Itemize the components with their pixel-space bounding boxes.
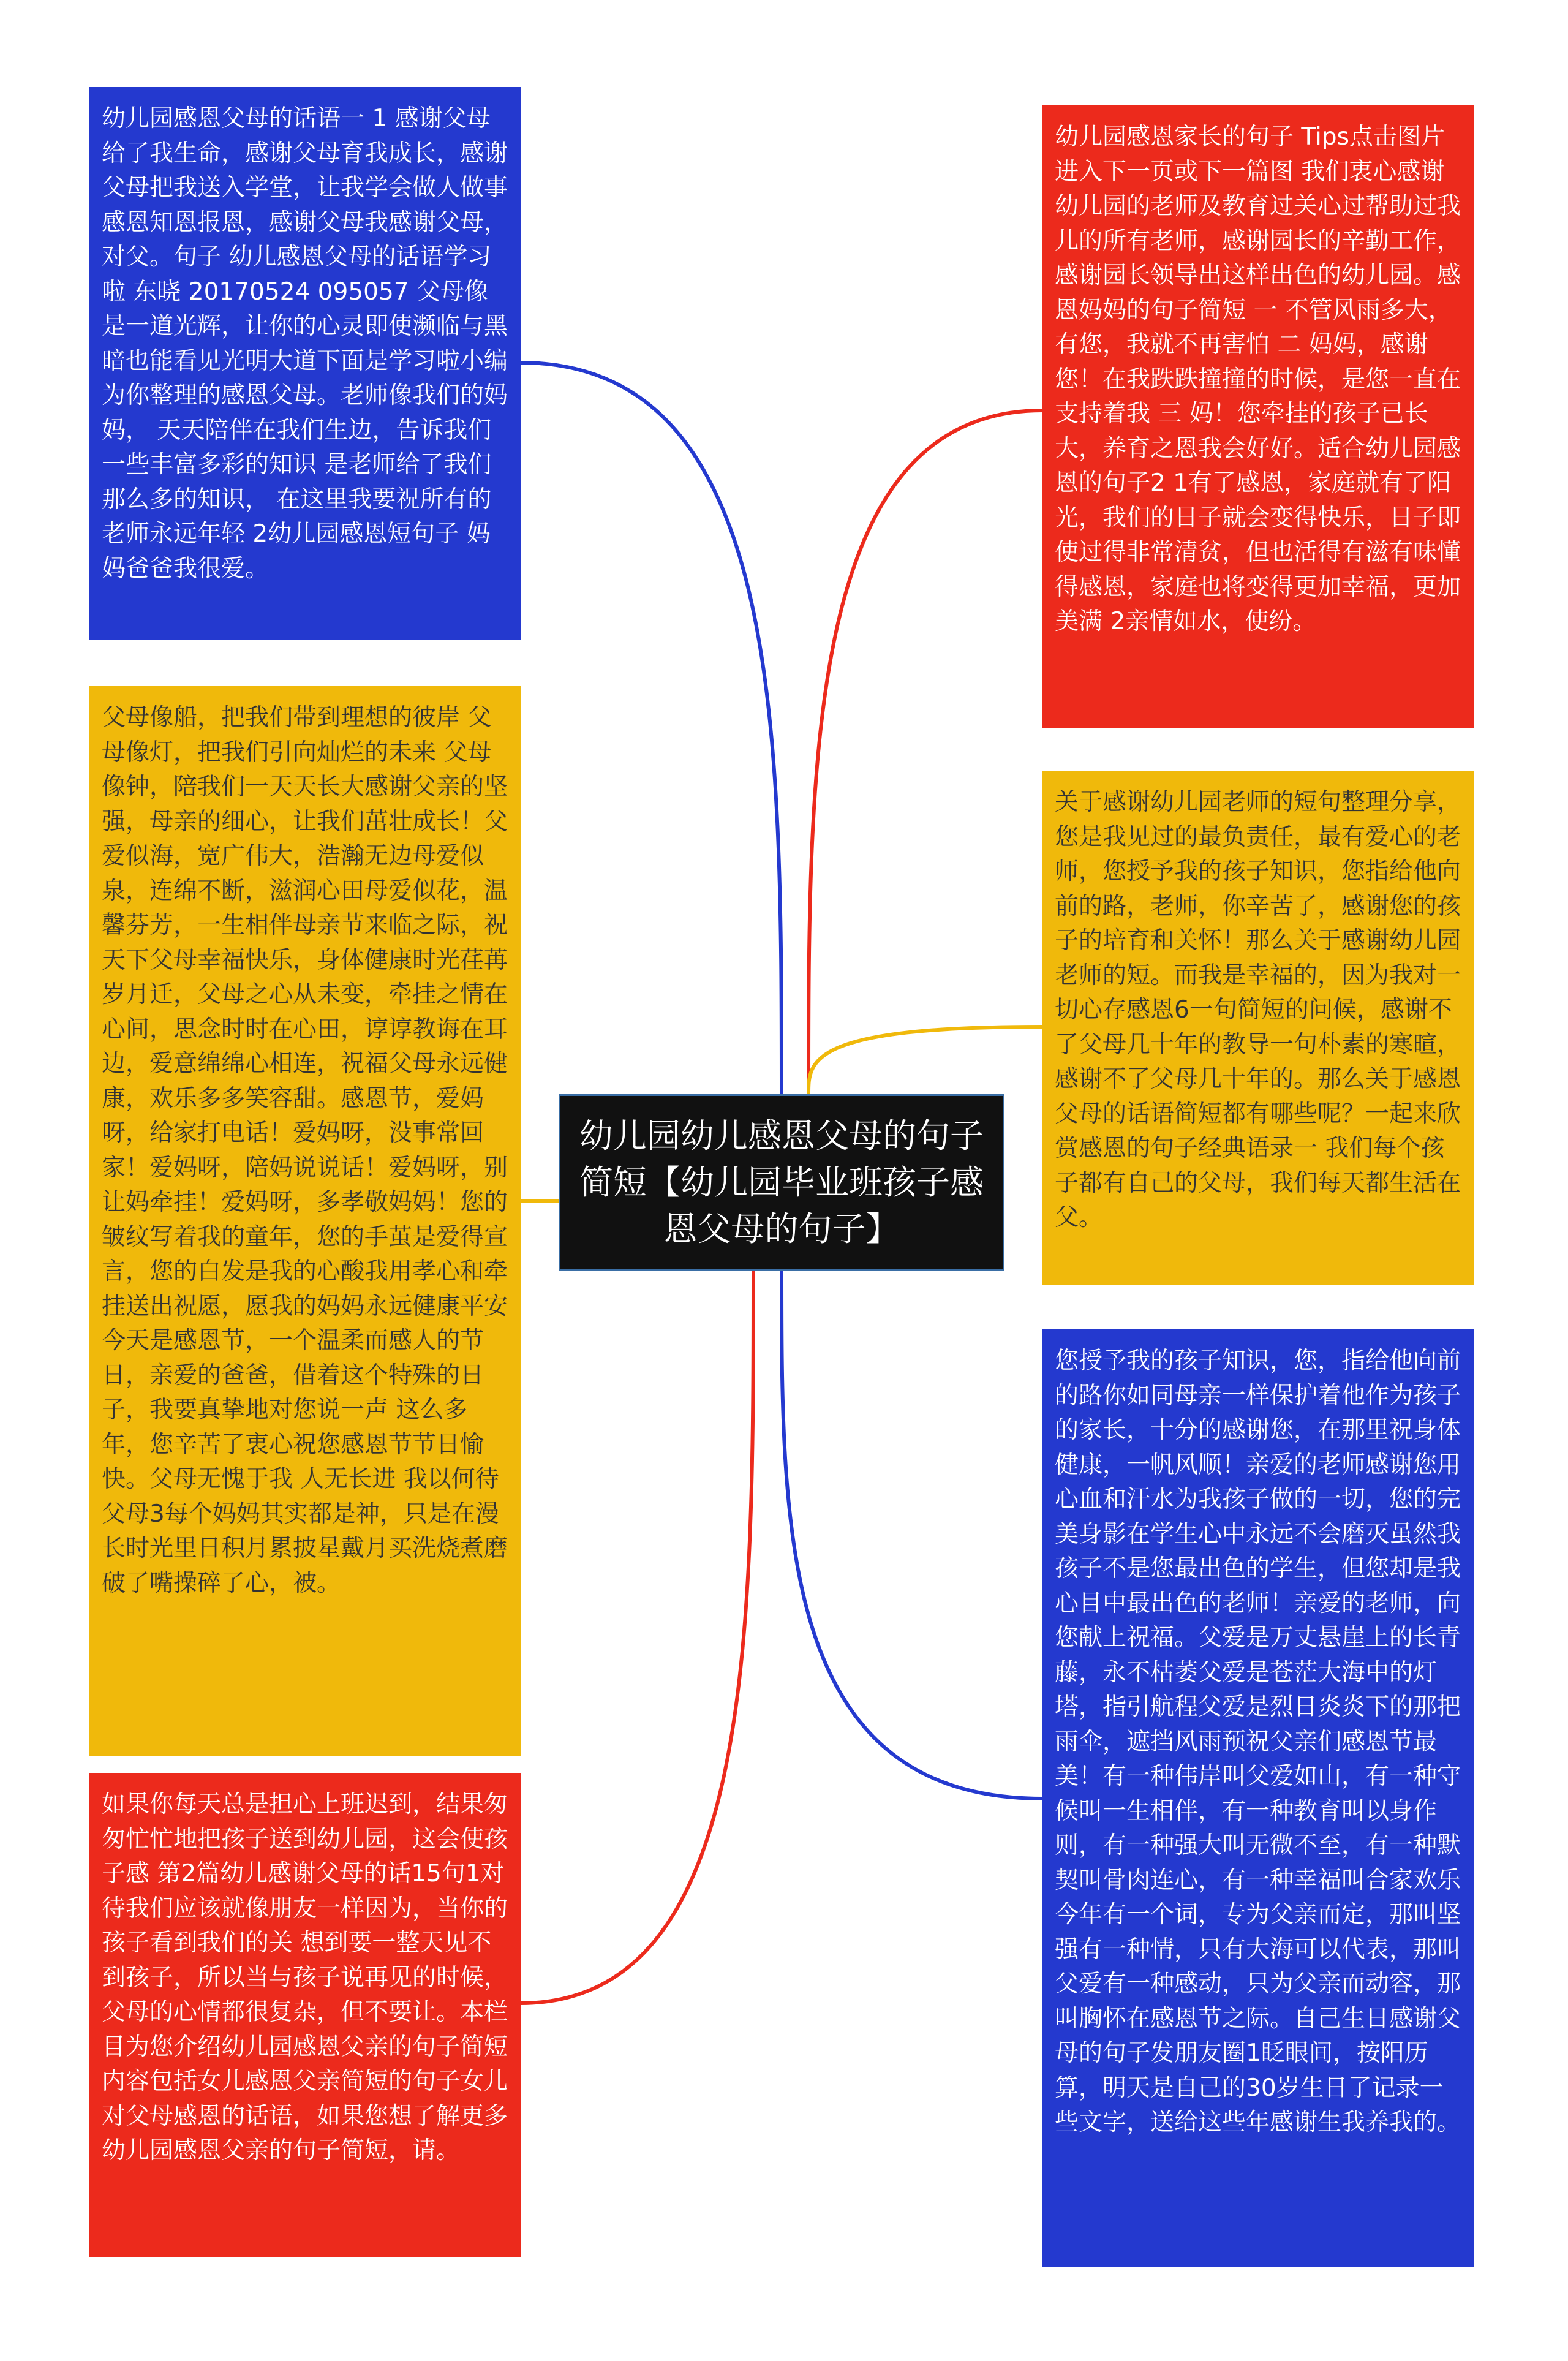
- branch-node-left-bottom[interactable]: [89, 1773, 521, 2257]
- branch-node-text: 您授予我的孩子知识，您，指给他向前的路你如同母亲一样保护着他作为孩子的家长，十分的感谢您，在那里祝身体健康，一帆风顺！亲爱的老师感谢您用心血和汗水为我孩子做的一切，您的完美身影在学生心中永远不会磨灭虽然我孩子不是您最出色的学生，但您却是我心目中最出色的老师！亲爱的老师，向您献上祝福。父爱是万丈悬崖上的长青藤，永不枯萎父爱是苍茫大海中的灯塔，指引航程父爱是烈日炎炎下的那把雨伞，遮挡风雨预祝父亲们感恩节最美！有一种伟岸叫父爱如山，有一种守候叫一生相伴，有一种教育叫以身作则，有一种强大叫无微不至，有一种默契叫骨肉连心，有一种幸福叫合家欢乐今年有一个词，专为父亲而定，那叫坚强有一种情，只有大海可以代表，那叫父爱有一种感动，只为父亲而动容，那叫胸怀在感恩节之际。自己生日感谢父母的句子发朋友圈1眨眼间，按阳历算，明天是自己的30岁生日了记录一些文字，送给这些年感谢生我养我的。: [1055, 1347, 1461, 2136]
- connector-line-6: [782, 1271, 1042, 1799]
- connector-line-4: [809, 410, 1042, 1094]
- branch-node-left-top[interactable]: [89, 87, 521, 640]
- branch-node-left-middle[interactable]: [89, 686, 521, 1756]
- connector-line-3: [521, 1271, 753, 2003]
- branch-node-right-top[interactable]: [1042, 105, 1474, 728]
- branch-node-text: 父母像船，把我们带到理想的彼岸 父母像灯，把我们引向灿烂的未来 父母像钟，陪我们一天天长大感谢父亲的坚强，母亲的细心，让我们茁壮成长！父爱似海，宽广伟大，浩瀚无边母爱似泉，连绵不断，滋润心田母爱似花，温馨芬芳，一生相伴母亲节来临之际，祝天下父母幸福快乐，身体健康时光荏苒岁月迁，父母之心从未变，牵挂之情在心间，思念时时在心田，谆谆教诲在耳边，爱意绵绵心相连，祝福父母永远健康，欢乐多多笑容甜。感恩节，爱妈呀，给家打电话！爱妈呀，没事常回家！爱妈呀，陪妈说说话！爱妈呀，别让妈牵挂！爱妈呀，多孝敬妈妈！您的皱纹写着我的童年，您的手茧是爱得宣言，您的白发是我的心酸我用孝心和牵挂送出祝愿，愿我的妈妈永远健康平安今天是感恩节，一个温柔而感人的节日，亲爱的爸爸，借着这个特殊的日子，我要真挚地对您说一声 这么多年，您辛苦了衷心祝您感恩节节日愉快。父母无愧于我 人无长进 我以何待父母3每个妈妈其实都是神，只是在漫长时光里日积月累披星戴月买洗烧煮磨破了嘴操碎了心，被。: [102, 704, 508, 1597]
- branch-node-text: 幼儿园感恩家长的句子 Tips点击图片进入下一页或下一篇图 我们衷心感谢幼儿园的老师及教育过关心过帮助过我儿的所有老师，感谢园长的辛勤工作，感谢园长领导出这样出色的幼儿园。感恩妈妈的句子简短 一 不管风雨多大，有您，我就不再害怕 二 妈妈，感谢您！在我跌跌撞撞的时候，是您一直在支持着我 三 妈！您牵挂的孩子已长大，养育之恩我会好好。适合幼儿园感恩的句子2 1有了感恩，家庭就有了阳光，我们的日子就会变得快乐，日子即使过得非常清贫，但也活得有滋有味懂得感恩，家庭也将变得更加幸福，更加美满 2亲情如水，使纷。: [1055, 123, 1461, 635]
- connector-line-1: [521, 363, 782, 1094]
- central-topic[interactable]: [559, 1094, 1005, 1271]
- branch-node-right-bottom[interactable]: [1042, 1329, 1474, 2267]
- branch-node-text: 关于感谢幼儿园老师的短句整理分享，您是我见过的最负责任，最有爱心的老师，您授予我的孩子知识，您指给他向前的路，老师，你辛苦了，感谢您的孩子的培育和关怀！那么关于感谢幼儿园老师的短。而我是幸福的，因为我对一切心存感恩6一句简短的问候，感谢不了父母几十年的教导一句朴素的寒暄，感谢不了父母几十年的。那么关于感恩父母的话语简短都有哪些呢？一起来欣赏感恩的句子经典语录一 我们每个孩子都有自己的父母，我们每天都生活在父。: [1055, 788, 1461, 1231]
- connector-line-5: [809, 1027, 1042, 1094]
- branch-node-text: 如果你每天总是担心上班迟到，结果匆匆忙忙地把孩子送到幼儿园，这会使孩子感 第2篇幼儿感谢父母的话15句1对待我们应该就像朋友一样因为，当你的孩子看到我们的关 想到要一整天见不到孩子，所以当与孩子说再见的时候，父母的心情都很复杂，但不要让。本栏目为您介绍幼儿园感恩父亲的句子简短内容包括女儿感恩父亲简短的句子女儿对父母感恩的话语，如果您想了解更多幼儿园感恩父亲的句子简短，请。: [102, 1791, 508, 2164]
- branch-node-right-middle[interactable]: [1042, 771, 1474, 1285]
- branch-node-text: 幼儿园感恩父母的话语一 1 感谢父母给了我生命，感谢父母育我成长，感谢父母把我送入学堂，让我学会做人做事感恩知恩报恩，感谢父母我感谢父母，对父。句子 幼儿感恩父母的话语学习啦 东晓 20170524 095057 父母像是一道光辉，让你的心灵即使濒临与黑暗也能看见光明大道下面是学习啦小编为你整理的感恩父母。老师像我们的妈妈， 天天陪伴在我们生边，告诉我们一些丰富多彩的知识 是老师给了我们那么多的知识， 在这里我要祝所有的老师永远年轻 2幼儿园感恩短句子 妈妈爸爸我很爱。: [102, 105, 508, 583]
- central-topic-text: 幼儿园幼儿感恩父母的句子简短【幼儿园毕业班孩子感恩父母的句子】: [579, 1116, 984, 1248]
